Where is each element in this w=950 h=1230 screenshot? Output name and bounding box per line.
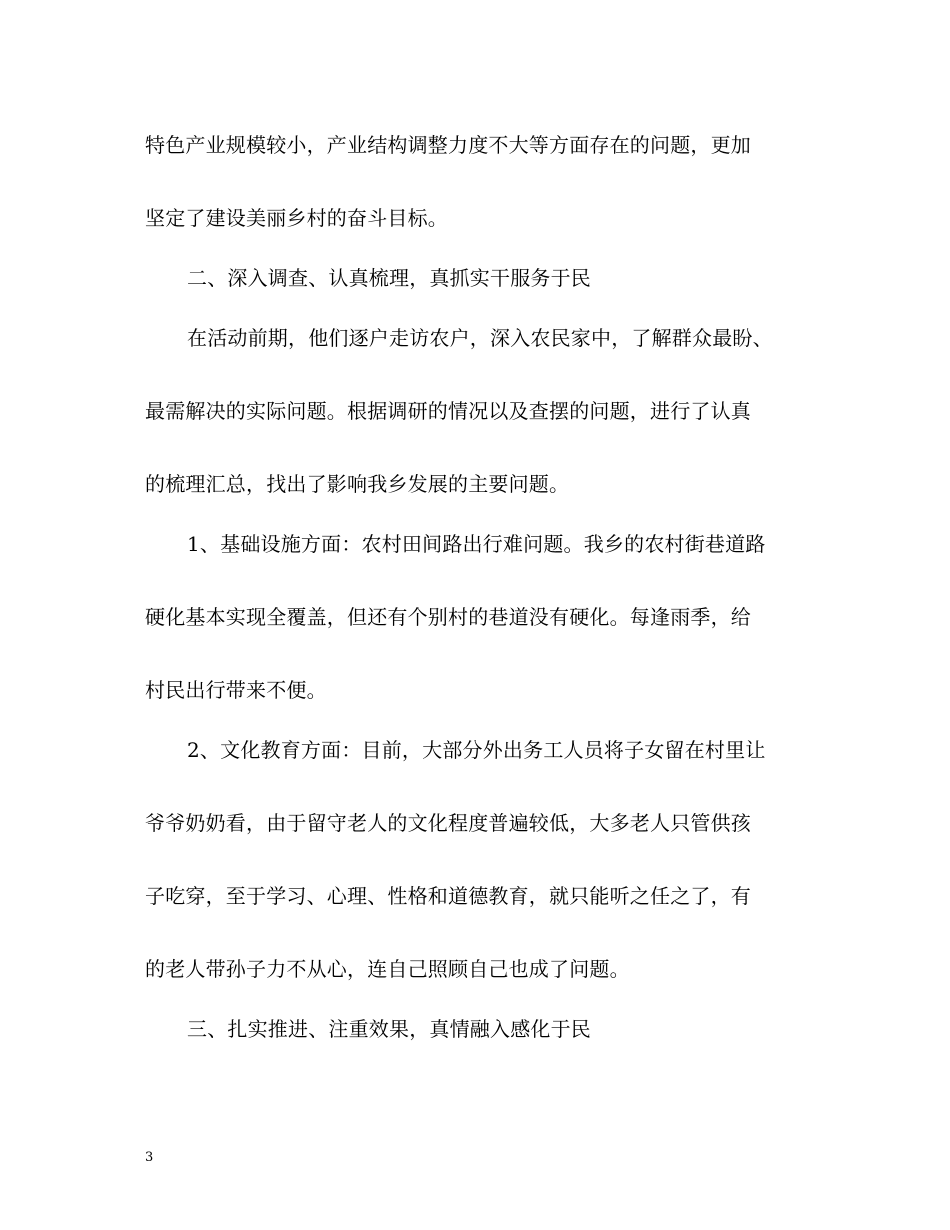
text-line: 坚定了建设美丽乡村的奋斗目标。 <box>145 206 448 230</box>
text-line: 爷爷奶奶看，由于留守老人的文化程度普遍较低，大多老人只管供孩 <box>145 811 751 835</box>
text-line: 子吃穿，至于学习、心理、性格和道德教育，就只能听之任之了，有 <box>145 884 751 908</box>
text-line: 最需解决的实际问题。根据调研的情况以及查摆的问题，进行了认真 <box>145 399 751 423</box>
text-line: 的老人带孙子力不从心，连自己照顾自己也成了问题。 <box>145 957 630 981</box>
section-heading: 三、扎实推进、注重效果，真情融入感化于民 <box>187 1017 591 1041</box>
section-heading: 二、深入调查、认真梳理，真抓实干服务于民 <box>187 266 591 290</box>
text-line: 村民出行带来不便。 <box>145 678 327 702</box>
text-line: 特色产业规模较小，产业结构调整力度不大等方面存在的问题，更加 <box>145 133 751 157</box>
text-line: 1、基础设施方面：农村田间路出行难问题。我乡的农村街巷道路 <box>187 532 766 556</box>
page-number: 3 <box>145 1150 154 1165</box>
text-line: 硬化基本实现全覆盖，但还有个别村的巷道没有硬化。每逢雨季，给 <box>145 605 751 629</box>
text-line: 在活动前期，他们逐户走访农户，深入农民家中，了解群众最盼、 <box>187 326 773 350</box>
text-line: 2、文化教育方面：目前，大部分外出务工人员将子女留在村里让 <box>187 738 766 762</box>
text-line: 的梳理汇总，找出了影响我乡发展的主要问题。 <box>145 472 570 496</box>
